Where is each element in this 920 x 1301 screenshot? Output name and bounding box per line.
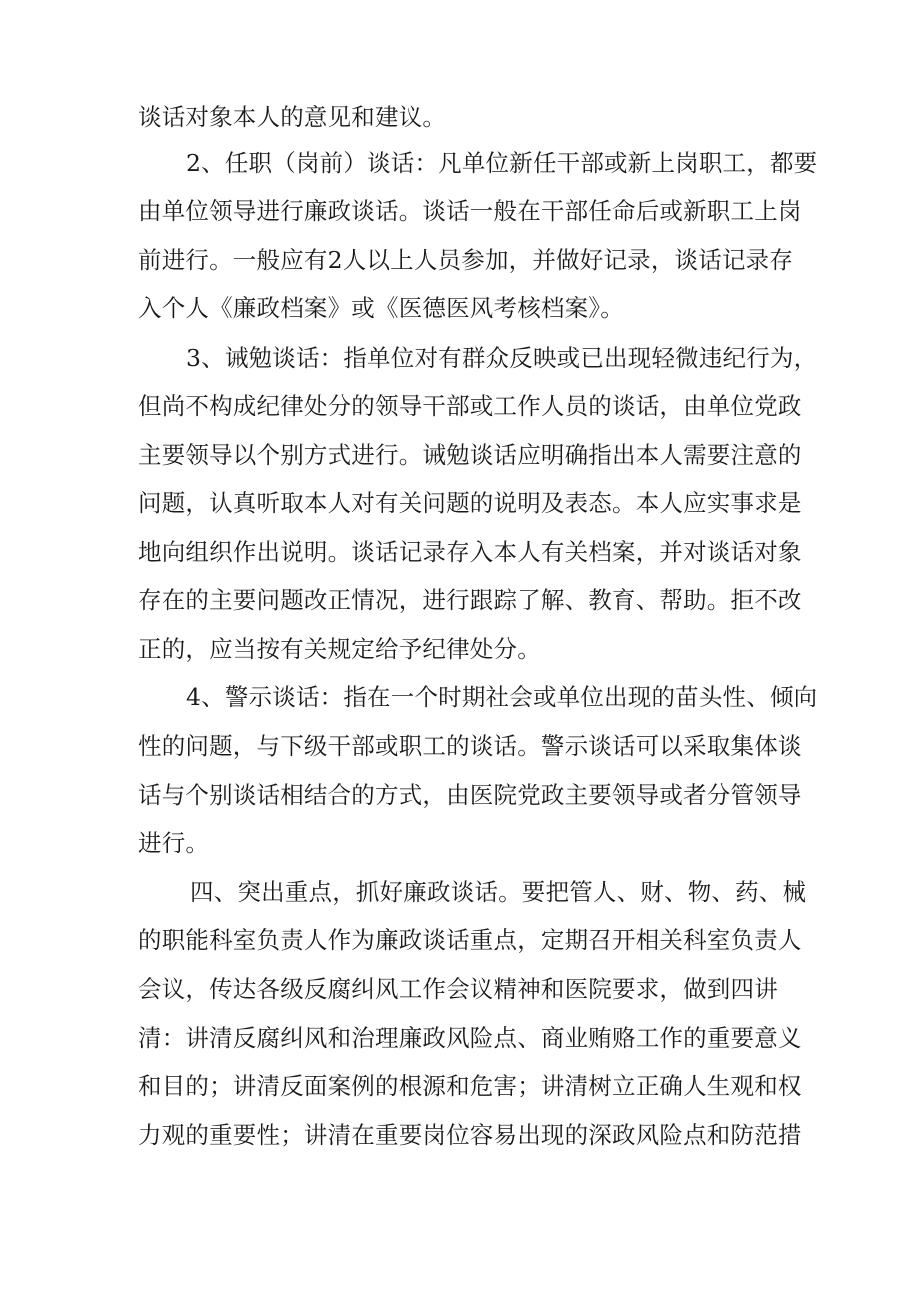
text-line: 正的，应当按有关规定给予纪律处分。: [138, 635, 541, 663]
text-line: 前进行。一般应有2人以上人员参加，并做好记录，谈话记录存: [138, 246, 794, 274]
text-line: 会议，传达各级反腐纠风工作会议精神和医院要求，做到四讲: [138, 975, 778, 1003]
text-line: 存在的主要问题改正情况，进行跟踪了解、教育、帮助。拒不改: [138, 586, 802, 614]
text-line: 入个人《廉政档案》或《医德医风考核档案》。: [138, 294, 624, 322]
text-line: 清：讲清反腐纠风和治理廉政风险点、商业贿赂工作的重要意义: [138, 1024, 802, 1052]
paragraph-start-line: 3、诫勉谈话：指单位对有群众反映或已出现轻微违纪行为，: [186, 344, 818, 372]
text-line: 和目的；讲清反面案例的根源和危害；讲清树立正确人生观和权: [138, 1072, 802, 1100]
paragraph-start-line: 2、任职（岗前）谈话：凡单位新任干部或新上岗职工，都要: [186, 149, 818, 177]
text-line: 地向组织作出说明。谈话记录存入本人有关档案，并对谈话对象: [138, 538, 802, 566]
paragraph-start-line: 四、突出重点，抓好廉政谈话。要把管人、财、物、药、械: [190, 878, 807, 906]
text-line: 的职能科室负责人作为廉政谈话重点，定期召开相关科室负责人: [138, 926, 802, 954]
text-line: 进行。: [138, 829, 210, 857]
paragraph-start-line: 4、警示谈话：指在一个时期社会或单位出现的苗头性、倾向: [186, 683, 818, 711]
text-line: 力观的重要性；讲清在重要岗位容易出现的深政风险点和防范措: [138, 1121, 802, 1149]
text-line: 性的问题，与下级干部或职工的谈话。警示谈话可以采取集体谈: [138, 732, 802, 760]
text-line: 话与个别谈话相结合的方式，由医院党政主要领导或者分管领导: [138, 781, 802, 809]
text-line: 主要领导以个别方式进行。诫勉谈话应明确指出本人需要注意的: [138, 441, 802, 469]
text-line: 但尚不构成纪律处分的领导干部或工作人员的谈话，由单位党政: [138, 392, 802, 420]
text-line: 谈话对象本人的意见和建议。: [138, 103, 447, 131]
text-line: 由单位领导进行廉政谈话。谈话一般在干部任命后或新职工上岗: [138, 197, 802, 225]
text-line: 问题，认真听取本人对有关问题的说明及表态。本人应实事求是: [138, 489, 802, 517]
